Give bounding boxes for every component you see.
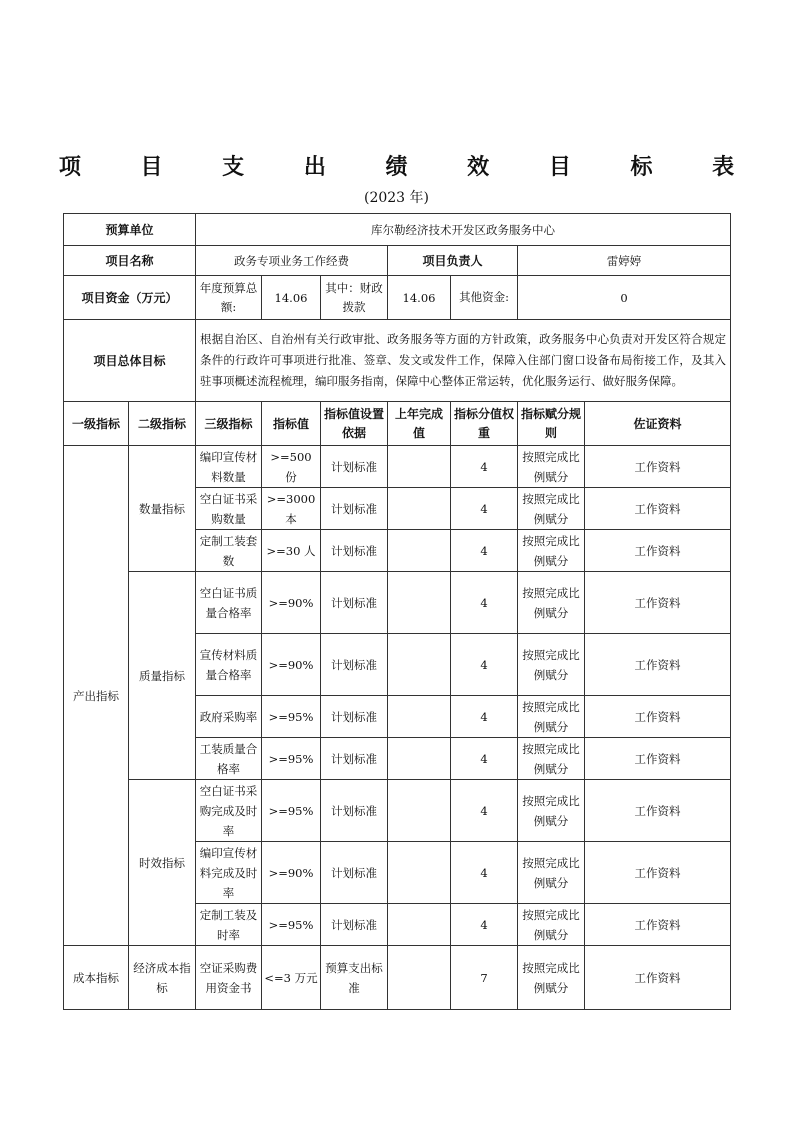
indicator-weight: 4 <box>451 738 518 780</box>
header-last-year: 上年完成值 <box>388 402 451 446</box>
overall-goal-label: 项目总体目标 <box>64 320 196 402</box>
indicator-rule: 按照完成比例赋分 <box>518 530 585 572</box>
indicator-basis: 计划标准 <box>321 696 388 738</box>
indicator-value: >=95% <box>262 738 321 780</box>
indicator-weight: 4 <box>451 696 518 738</box>
cost-indicator-cell: 成本指标 <box>64 946 129 1010</box>
indicator-evidence: 工作资料 <box>585 530 731 572</box>
budget-unit-label: 预算单位 <box>64 214 196 246</box>
indicator-value: >=95% <box>262 904 321 946</box>
quality-indicator-cell: 质量指标 <box>129 572 196 780</box>
indicator-basis: 计划标准 <box>321 842 388 904</box>
year-subtitle: (2023 年) <box>363 190 429 206</box>
indicator-weight: 4 <box>451 572 518 634</box>
timeliness-indicator-cell: 时效指标 <box>129 780 196 946</box>
header-level2: 二级指标 <box>129 402 196 446</box>
overall-goal-text: 根据自治区、自治州有关行政审批、政务服务等方面的方针政策，政务服务中心负责对开发区符合规定条件的行政许可事项进行批准、签章、发文或发件工作，保障入住部门窗口设备布局衔接工作，及其入驻事项概述流程梳理，编印服务指南，保障中心整体正常运转，优化服务运行、做好服务保障。 <box>196 320 731 402</box>
indicator-weight: 7 <box>451 946 518 1010</box>
project-name-value: 政务专项业务工作经费 <box>196 246 388 276</box>
fiscal-allocation-value: 14.06 <box>388 276 451 320</box>
header-level1: 一级指标 <box>64 402 129 446</box>
indicator-weight: 4 <box>451 904 518 946</box>
indicator-name: 空证采购费用资金书 <box>196 946 262 1010</box>
indicator-last-year <box>388 946 451 1010</box>
indicator-basis: 计划标准 <box>321 572 388 634</box>
performance-target-table <box>63 213 731 1010</box>
indicator-last-year <box>388 572 451 634</box>
table-row <box>64 446 731 488</box>
project-leader-label: 项目负责人 <box>388 246 518 276</box>
indicator-evidence: 工作资料 <box>585 904 731 946</box>
indicator-weight: 4 <box>451 488 518 530</box>
indicator-last-year <box>388 634 451 696</box>
project-name-row <box>64 246 731 276</box>
header-basis: 指标值设置依据 <box>321 402 388 446</box>
header-level3: 三级指标 <box>196 402 262 446</box>
indicator-rule: 按照完成比例赋分 <box>518 634 585 696</box>
indicator-basis: 计划标准 <box>321 904 388 946</box>
indicator-basis: 计划标准 <box>321 738 388 780</box>
indicator-name: 编印宣传材料完成及时率 <box>196 842 262 904</box>
other-funds-value: 0 <box>518 276 731 320</box>
indicator-value: >=90% <box>262 842 321 904</box>
project-fund-label: 项目资金（万元） <box>64 276 196 320</box>
table-row <box>64 572 731 634</box>
indicator-value: >=95% <box>262 780 321 842</box>
indicator-evidence: 工作资料 <box>585 738 731 780</box>
indicator-rule: 按照完成比例赋分 <box>518 842 585 904</box>
indicator-basis: 计划标准 <box>321 634 388 696</box>
indicator-basis: 预算支出标准 <box>321 946 388 1010</box>
indicator-evidence: 工作资料 <box>585 446 731 488</box>
annual-budget-value: 14.06 <box>262 276 321 320</box>
header-weight: 指标分值权重 <box>451 402 518 446</box>
indicator-rule: 按照完成比例赋分 <box>518 572 585 634</box>
indicator-last-year <box>388 780 451 842</box>
indicator-value: <=3 万元 <box>262 946 321 1010</box>
indicator-weight: 4 <box>451 842 518 904</box>
indicator-header-row <box>64 402 731 446</box>
indicator-last-year <box>388 738 451 780</box>
indicator-rule: 按照完成比例赋分 <box>518 904 585 946</box>
indicator-last-year <box>388 696 451 738</box>
indicator-evidence: 工作资料 <box>585 696 731 738</box>
annual-budget-label: 年度预算总额: <box>196 276 262 320</box>
indicator-basis: 计划标准 <box>321 488 388 530</box>
indicator-name: 定制工装及时率 <box>196 904 262 946</box>
indicator-last-year <box>388 488 451 530</box>
indicator-name: 政府采购率 <box>196 696 262 738</box>
other-funds-label: 其他资金: <box>451 276 518 320</box>
table-row <box>64 780 731 842</box>
indicator-name: 定制工装套数 <box>196 530 262 572</box>
indicator-name: 空白证书质量合格率 <box>196 572 262 634</box>
indicator-value: >=500 份 <box>262 446 321 488</box>
indicator-weight: 4 <box>451 530 518 572</box>
indicator-evidence: 工作资料 <box>585 634 731 696</box>
indicator-evidence: 工作资料 <box>585 946 731 1010</box>
indicator-rule: 按照完成比例赋分 <box>518 696 585 738</box>
header-rule: 指标赋分规则 <box>518 402 585 446</box>
indicator-weight: 4 <box>451 780 518 842</box>
indicator-evidence: 工作资料 <box>585 780 731 842</box>
output-indicator-cell: 产出指标 <box>64 446 129 946</box>
indicator-rule: 按照完成比例赋分 <box>518 738 585 780</box>
indicator-value: >=3000 本 <box>262 488 321 530</box>
fiscal-allocation-label: 其中：财政拨款 <box>321 276 388 320</box>
quantity-indicator-cell: 数量指标 <box>129 446 196 572</box>
header-evidence: 佐证资料 <box>585 402 731 446</box>
indicator-rule: 按照完成比例赋分 <box>518 488 585 530</box>
table-row <box>64 946 731 1010</box>
indicator-name: 空白证书采购完成及时率 <box>196 780 262 842</box>
indicator-value: >=30 人 <box>262 530 321 572</box>
budget-unit-row <box>64 214 731 246</box>
budget-unit-value: 库尔勒经济技术开发区政务服务中心 <box>196 214 731 246</box>
indicator-basis: 计划标准 <box>321 446 388 488</box>
indicator-rule: 按照完成比例赋分 <box>518 780 585 842</box>
indicator-evidence: 工作资料 <box>585 572 731 634</box>
indicator-rule: 按照完成比例赋分 <box>518 946 585 1010</box>
indicator-name: 空白证书采购数量 <box>196 488 262 530</box>
indicator-basis: 计划标准 <box>321 780 388 842</box>
indicator-name: 工装质量合格率 <box>196 738 262 780</box>
indicator-name: 编印宣传材料数量 <box>196 446 262 488</box>
indicator-rule: 按照完成比例赋分 <box>518 446 585 488</box>
indicator-last-year <box>388 446 451 488</box>
project-leader-value: 雷婷婷 <box>518 246 731 276</box>
project-name-label: 项目名称 <box>64 246 196 276</box>
page-title: 项 目 支 出 绩 效 目 标 表 <box>58 154 761 180</box>
indicator-value: >=90% <box>262 572 321 634</box>
indicator-last-year <box>388 530 451 572</box>
header-value: 指标值 <box>262 402 321 446</box>
indicator-weight: 4 <box>451 634 518 696</box>
indicator-last-year <box>388 842 451 904</box>
indicator-value: >=95% <box>262 696 321 738</box>
indicator-weight: 4 <box>451 446 518 488</box>
indicator-evidence: 工作资料 <box>585 842 731 904</box>
indicator-basis: 计划标准 <box>321 530 388 572</box>
project-fund-row <box>64 276 731 320</box>
overall-goal-row <box>64 320 731 402</box>
indicator-last-year <box>388 904 451 946</box>
indicator-name: 宣传材料质量合格率 <box>196 634 262 696</box>
economic-cost-indicator-cell: 经济成本指标 <box>129 946 196 1010</box>
indicator-evidence: 工作资料 <box>585 488 731 530</box>
indicator-value: >=90% <box>262 634 321 696</box>
